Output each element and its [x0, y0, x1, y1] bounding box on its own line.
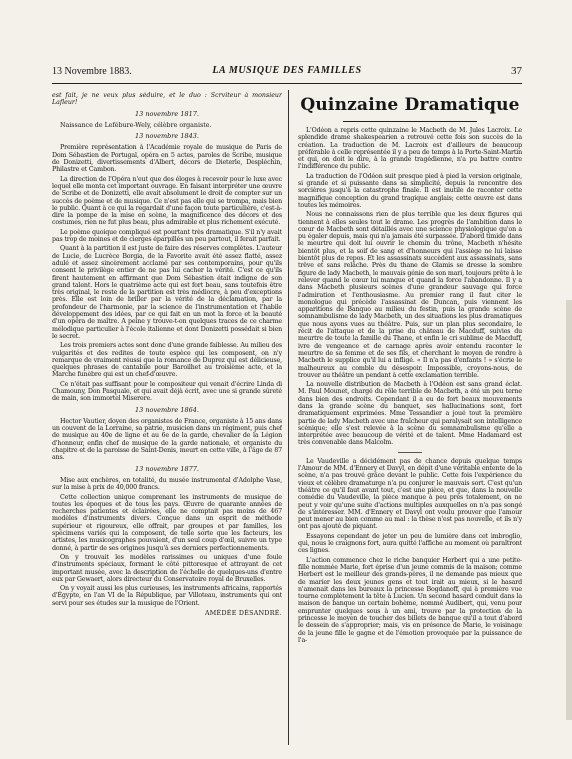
paragraph: La direction de l'Opéra n'eut que des éloges à recevoir pour le luxe avec lequel elle monta cet important ouvrage. En faisant interpréter une œuvre de Scribe et de Donizetti, elle avait absolument le droit de compter sur un succès de poème et de musique. Ce n'est pas elle qui se trompa, mais bien le public. Quant à ce qui la regardait d'une façon toute particulière, c'est-à-dire la pompe de la mise en scène, la magnificence des décors et des costumes, rien ne fut plus beau, plus admirable et plus richement exécuté.: [52, 175, 282, 227]
signature: AMÉDÉE DÉSANDRÉ.: [204, 610, 282, 617]
header-rule: [52, 83, 522, 84]
paragraph: Naissance de Lefébure-Wely, célèbre organiste.: [60, 121, 212, 129]
paragraph: La nouvelle distribution de Macbeth à l'Odéon est sans grand éclat. M. Paul Mounet, chargé du rôle terrible de Macbeth, a été un peu terne dans bien des endroits. Cependant il a eu de fort beaux mouvements dans la grande scène du banquet, ses hallucinations sont, fort dramatiquement exprimées. Mme Tessandier a joué tout la première partie de lady Macbeth avec une fraîcheur qui paralysait son intelligence scénique; elle s'est relevée à la scène du somnambulisme qu'elle a interprétée avec beaucoup de vérité et de talent. Mme Hadamard est très convenable dans Malcolm.: [298, 381, 522, 447]
left-column: [52, 92, 282, 742]
date-1877: 13 novembre 1877.: [135, 464, 199, 473]
paragraph: Essayons cependant de jeter un peu de lumière dans cet imbroglio, qui, nous le craignons fort, aura quitté l'affiche au moment où paraîtront ces lignes.: [298, 532, 522, 555]
paragraph: Le Vaudeville a décidément pas de chance depuis quelque temps l'Amour de MM. d'Ennery et Davyl, en dépit d'une véritable entente de la scène, n'a pas trouvé grâce devant le public. Cette fois l'expérience du vieux et célèbre dramaturge n'a pu conjurer le mauvais sort. C'est qu'un théâtre ce qu'il faut avant tout, c'est une pièce, et que, dans la nouvelle comédie du Vaudeville, la pièce manque à peu près totalement, on ne peut y voir qu'une suite d'actions multiples auxquelles on n'a pas songé de s'intéresser. MM. d'Ennery et Davyl ont voulu prouver que l'amour peut mener au bien comme au mal : la thèse n'est pas nouvelle, et ils n'y ont pas ajouté de piquant.: [298, 457, 522, 531]
section-divider: [398, 452, 422, 453]
paragraph: Cette collection unique comprenant les instruments de musique de toutes les époques et de tous les pays. Œuvre de quarante années de recherches patientes et éclairées, elle ne comptait pas moins de 467 modèles d'instruments divers. Conçue dans un esprit de méthode supérieur et rigoureux, elle offrait, par groupes et par familles, les spécimens variés qui la composent, de telle sorte que les facteurs, les artistes, les musicographes pouvaient, d'un seul coup d'œil, suivre un type donné, à partir de ses origines jusqu'à ses derniers perfectionnements.: [52, 493, 282, 552]
paragraph: Première représentation à l'Académie royale de musique de Paris de Dom Sébastien de Portugal, opéra en 5 actes, paroles de Scribe, musique de Donizetti, divertissements d'Albert, décors de Dieterle, Despléchin, Philastre et Cambon.: [52, 144, 282, 174]
journal-title: LA MUSIQUE DES FAMILLES: [212, 65, 362, 76]
paragraph: Nous ne connaissons rien de plus terrible que les deux figures qui tiennent à elles seules tout le drame. Les progrès de l'ambition dans le cœur de Macbeth sont détaillés avec une science physiologique qu'on a pu égaler depuis, mais qui n'a jamais été surpassée. D'abord timide dans le meurtre qui doit lui ouvrir le chemin du trône, Macbeth n'hésite bientôt plus, et la soif de sang et d'honneurs qui l'assiège ne lui laisse bientôt plus de repos. Et les assassinats succèdent aux assassinats, sans trêve et sans relâche. Près du thane de Glamis se dresse la sombre figure de lady Macbeth, le mauvais génie de son mari, toujours prête à le relever quand le cœur lui manque et quand la force l'abandonne. Il y a dans Macbeth plusieurs scènes d'une grandeur sauvage qui force l'admiration et l'enthousiasme. Au premier rang il faut citer le monologue qui précède l'assassinat de Duncan, puis viennent les apparitions de Banquo au milieu du festin, puis la grande scène de somnambulisme de lady Macbeth, un des situations les plus dramatiques que nous ayons vues au théâtre. Puis, sur un plan plus secondaire, le récit de l'attaque et de la prise du château de Macduff, suivies du meurtre de toute la famille du Thane, et enfin le cri sublime de Macduff, ivre de vengeance et de carnage après avoir entendu raconter le meurtre de sa femme et de ses fils, et cherchant le moyen de rendre à Macbeth le supplice qu'il lui a infligé. « Il n'a pas d'enfants ! » s'écrie le malheureux au comble du désespoir. Impossible, croyons-nous, de trouver au théâtre un pendant à cette exclamation terrible.: [298, 211, 522, 379]
page-edge-shadow: [566, 300, 572, 720]
paragraph: L'Odéon a repris cette quinzaine le Macbeth de M. Jules Lacroix. Le splendide drame shakespearien a retrouvé cette fois son succès de la création. La traduction de M. Lacroix est d'ailleurs de beaucoup préférable à celle représentée il y a peu de temps à la Porte-Saint-Martin et qui, on doit le dire, à la grande tragédienne, n'a pu battre contre l'indifférence du public.: [298, 127, 522, 171]
date-1843: 13 novembre 1843.: [135, 132, 199, 141]
paragraph: L'action commence chez le riche banquier Herbert qui a une petite-fille nommée Marie, fort éprise d'un jeune commis de la maison; comme Herbert est le meilleur des grands-pères, il ne demande pas mieux que de marier les deux jeunes gens et tout irait au mieux, si le hasard n'amenait dans les bureaux la princesse Bogdanoff, qui à première vue tourne complètement la tête à Lucien. Un second hasard conduit dans la maison de banque un certain bohème, nommé Audibert, qui, venu pour emprunter quelques sous à un ami, trouve par la protection de la princesse le moyen de toucher des billets de banque qu'il a tout d'abord le dessein de s'approprier; mais, vis en présence de Marie, le voisinage de la jeune fille le gagne et de l'émotion provoquée par la puissance de l'a-: [298, 556, 522, 644]
paragraph: Quant à la partition il est juste de faire des réserves complètes. L'auteur de Lucie, de Lucrèce Borgia, de la Favorite avait été assez flatté, assez adulé et assez sincèrement acclamé par ses contemporains, pour qu'ils consent le privilège entier de ne pas lui cacher la vérité. C'est ce qu'ils firent hautement en affirmant que Dom Sébastien était indigne de son grand talent. Hors le quatrième acte qui est fort beau, sans toutefois être très original, le reste de la partition est très médiocre, à peu d'exceptions près. Elle est loin de briller par la vérité de la déclamation, par la profondeur de l'harmonie, par la science de l'instrumentation et l'habile développement des idées, par ce qui fait en un mot la force et la beauté d'un opéra de maître. A peine y trouve-t-on quelques traces de ce charme mélodique particulier à l'école italienne et dont Donizetti possédait si bien le secret.: [52, 245, 282, 340]
paragraph: Ce n'était pas suffisant pour le compositeur qui venait d'écrire Linda di Chamouny, Don Pasquale, et qui avait déjà écrit, avec une si grande sûreté de main, son immortel Miserere.: [52, 380, 282, 403]
page-number: 37: [511, 65, 522, 77]
section-title: Quinzaine Dramatique: [300, 95, 520, 115]
header-date: 13 Novembre 1883.: [52, 66, 132, 77]
column-divider: [288, 90, 289, 745]
date-1864: 13 novembre 1864.: [135, 405, 199, 414]
paragraph: Les trois premiers actes sont donc d'une grande faiblesse. Au milieu des vulgarités et des redites de toute espèce qui les composent, on n'y remarque de vraiment réussi que la romance de Duprez qui est délicieuse, quelques phrases de cantabile pour Baroilhet au troisième acte, et la Marche funèbre qui est un chef-d'œuvre.: [52, 342, 282, 379]
paragraph: La traduction de l'Odéon suit presque pied à pied la version originale, si grande et si puissante dans sa simplicité, depuis la rencontre des sorcières jusqu'à la catastrophe finale. Il est inutile de raconter cette magnifique conception du grand tragique anglais; cette œuvre est dans toutes les mémoires.: [298, 172, 522, 209]
right-column: [298, 92, 522, 747]
date-1817: 13 novembre 1817.: [135, 109, 199, 118]
intro-text: est fait, je ne veux plus séduire, et le duo : Scrviteur à monsieur Lafleur!: [52, 92, 282, 107]
paragraph: Le poème quoique compliqué est pourtant très dramatique. S'il n'y avait pas trop de moines et de cierges éparpillés un peu partout, il ferait parfait.: [52, 228, 282, 244]
paragraph: Hector Vautier, doyen des organistes de France, organiste à 15 ans dans un couvent de la Lorraine, sa patrie, musicien dans un régiment, puis chef de musique au 40e de ligne et au 6e de la garde, chevalier de la Légion d'honneur, enfin chef de musique de la garde nationale, et organiste du chapitre et de la paroisse de Saint-Denis, meurt en cette ville, à l'âge de 87 ans.: [52, 417, 282, 462]
paragraph: On y trouvait les modèles rarissimes ou uniques d'une foule d'instruments spéciaux, formant le côté pittoresque et attrayant de cet important musée, avec la description de l'échelle de quelques-uns d'entre eux par Gewaert, alors directeur du Conservatoire royal de Bruxelles.: [52, 553, 282, 583]
title-rule: [343, 121, 477, 122]
paragraph: Mise aux enchères, en totalité, du musée instrumental d'Adolphe Vase, sur la mise à prix de 40,000 francs.: [52, 476, 282, 492]
paragraph: On y voyait aussi les plus curieuses, les instruments africains, rapportés d'Égypte, en l'an VI de la République, par Villoteau, instruments qui ont servi pour ses études sur la musique de l'Orient.: [52, 585, 282, 607]
page-header: [52, 64, 522, 80]
